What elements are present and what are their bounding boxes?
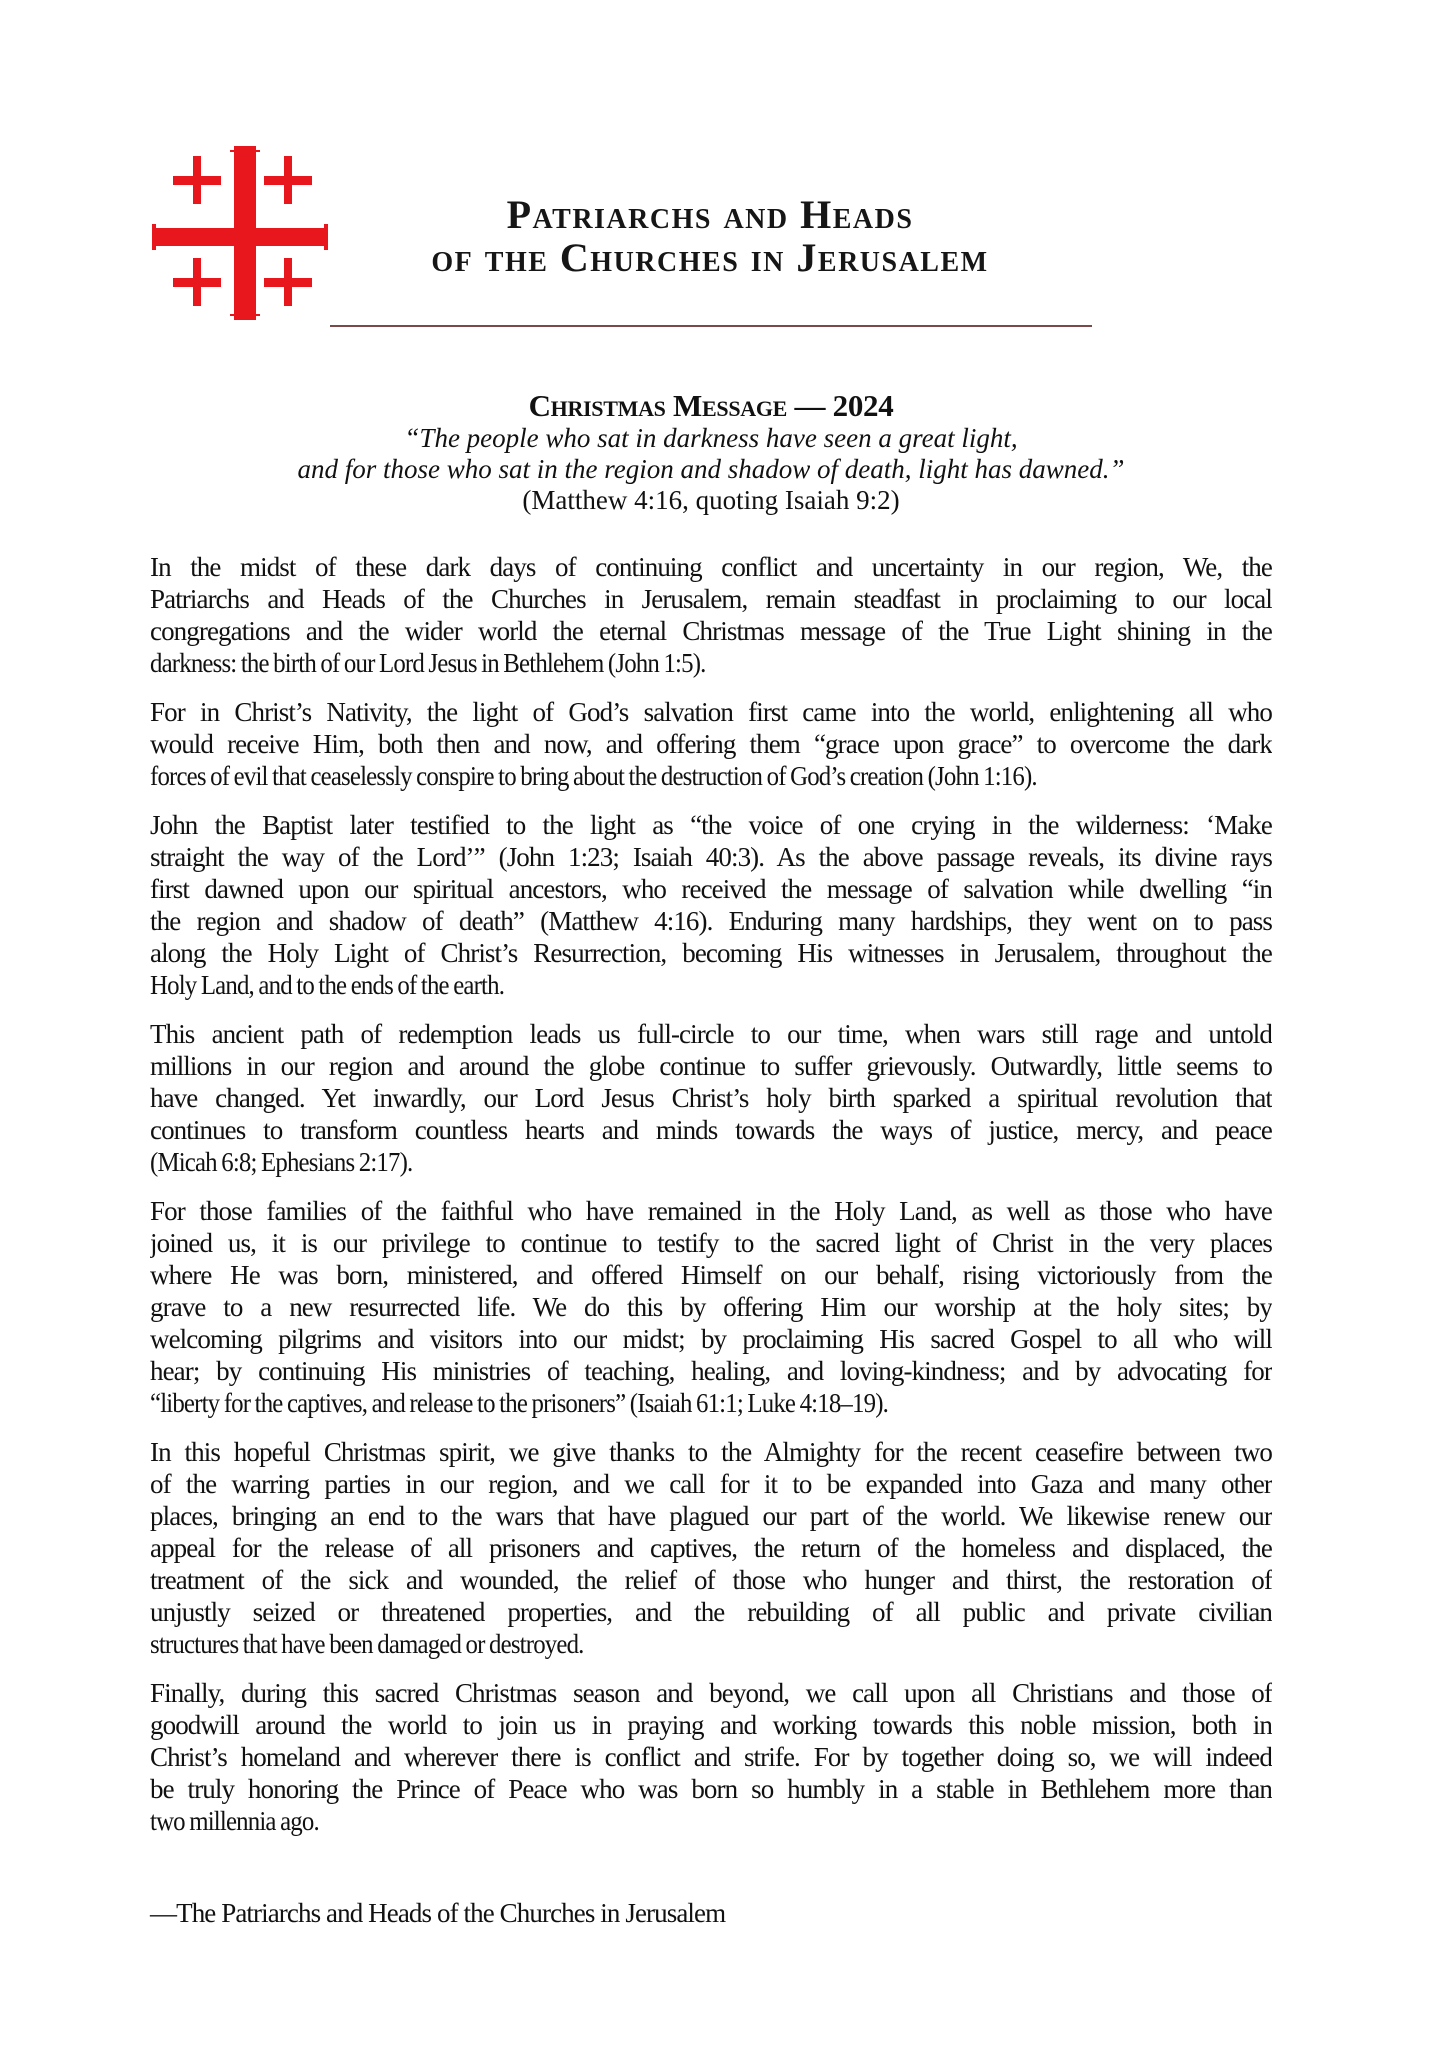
paragraph	[150, 1436, 1272, 1665]
paragraph-line: In this hopeful Christmas spirit, we give thanks to the Almighty for the recent ceasefire between two	[150, 1437, 1272, 1467]
paragraph	[150, 1018, 1272, 1183]
message-body	[150, 551, 1272, 1854]
paragraph-line: unjustly seized or threatened properties, and the rebuilding of all public and private civilian	[150, 1597, 1272, 1627]
paragraph-line: Holy Land, and to the ends of the earth.	[150, 970, 505, 1000]
paragraph-line: places, bringing an end to the wars that have plagued our part of the world. We likewise renew our	[150, 1501, 1272, 1531]
paragraph-line: For in Christ’s Nativity, the light of God’s salvation first came into the world, enlightening all who	[150, 697, 1272, 727]
paragraph-line: treatment of the sick and wounded, the relief of those who hunger and thirst, the restoration of	[150, 1565, 1272, 1595]
paragraph-line: congregations and the wider world the eternal Christmas message of the True Light shining in the	[150, 616, 1272, 646]
paragraph-line: This ancient path of redemption leads us full-circle to our time, when wars still rage and untold	[150, 1019, 1272, 1049]
masthead-line-1: Patriarchs and Heads	[506, 192, 914, 237]
paragraph	[150, 809, 1272, 1006]
paragraph	[150, 696, 1272, 797]
paragraph-line: darkness: the birth of our Lord Jesus in Bethlehem (John 1:5).	[150, 648, 706, 678]
signature: —The Patriarchs and Heads of the Churches in Jerusalem	[150, 1898, 726, 1928]
paragraph	[150, 1195, 1272, 1424]
paragraph-line: along the Holy Light of Christ’s Resurrection, becoming His witnesses in Jerusalem, throughout the	[150, 938, 1272, 968]
paragraph-line: millions in our region and around the globe continue to suffer grievously. Outwardly, little seems to	[150, 1051, 1272, 1081]
paragraph-line: In the midst of these dark days of continuing conflict and uncertainty in our region, We, the	[150, 552, 1272, 582]
paragraph-line: For those families of the faithful who have remained in the Holy Land, as well as those who have	[150, 1196, 1272, 1226]
epigraph-line-1: “The people who sat in darkness have seen a great light,	[404, 423, 1018, 453]
paragraph-line: straight the way of the Lord’” (John 1:23; Isaiah 40:3). As the above passage reveals, its divine rays	[150, 842, 1272, 872]
paragraph	[150, 1677, 1272, 1842]
paragraph-line: would receive Him, both then and now, and offering them “grace upon grace” to overcome the dark	[150, 729, 1272, 759]
paragraph-line: forces of evil that ceaselessly conspire to bring about the destruction of God’s creation (John 1:16).	[150, 761, 1037, 791]
paragraph-line: the region and shadow of death” (Matthew 4:16). Enduring many hardships, they went on to pass	[150, 906, 1272, 936]
paragraph-line: structures that have been damaged or destroyed.	[150, 1629, 584, 1659]
paragraph-line: Patriarchs and Heads of the Churches in Jerusalem, remain steadfast in proclaiming to our local	[150, 584, 1272, 614]
paragraph-line: Finally, during this sacred Christmas season and beyond, we call upon all Christians and those of	[150, 1678, 1272, 1708]
paragraph-line: grave to a new resurrected life. We do this by offering Him our worship at the holy sites; by	[150, 1292, 1272, 1322]
paragraph-line: (Micah 6:8; Ephesians 2:17).	[150, 1147, 413, 1177]
paragraph-line: appeal for the release of all prisoners and captives, the return of the homeless and displaced, the	[150, 1533, 1272, 1563]
paragraph-line: continues to transform countless hearts and minds towards the ways of justice, mercy, and peace	[150, 1115, 1272, 1145]
paragraph-line: joined us, it is our privilege to continue to testify to the sacred light of Christ in the very places	[150, 1228, 1272, 1258]
paragraph-line: goodwill around the world to join us in praying and working towards this noble mission, both in	[150, 1710, 1272, 1740]
paragraph	[150, 551, 1272, 684]
message-title: Christmas Message — 2024	[528, 388, 894, 423]
paragraph-line: welcoming pilgrims and visitors into our midst; by proclaiming His sacred Gospel to all who will	[150, 1324, 1272, 1354]
epigraph-citation: (Matthew 4:16, quoting Isaiah 9:2)	[522, 485, 900, 515]
masthead-line-2: of the Churches in Jerusalem	[431, 235, 989, 280]
paragraph-line: first dawned upon our spiritual ancestors, who received the message of salvation while dwelling “in	[150, 874, 1272, 904]
paragraph-line: “liberty for the captives, and release to the prisoners” (Isaiah 61:1; Luke 4:18–19).	[150, 1388, 889, 1418]
paragraph-line: where He was born, ministered, and offered Himself on our behalf, rising victoriously from the	[150, 1260, 1272, 1290]
epigraph-line-2: and for those who sat in the region and shadow of death, light has dawned.”	[297, 454, 1125, 484]
paragraph-line: have changed. Yet inwardly, our Lord Jesus Christ’s holy birth sparked a spiritual revolution that	[150, 1083, 1272, 1113]
header-divider	[330, 325, 1092, 327]
paragraph-line: hear; by continuing His ministries of teaching, healing, and loving-kindness; and by advocating for	[150, 1356, 1272, 1386]
paragraph-line: two millennia ago.	[150, 1806, 319, 1836]
paragraph-line: John the Baptist later testified to the light as “the voice of one crying in the wilderness: ‘Make	[150, 810, 1272, 840]
paragraph-line: Christ’s homeland and wherever there is conflict and strife. For by together doing so, we will indeed	[150, 1742, 1272, 1772]
paragraph-line: be truly honoring the Prince of Peace who was born so humbly in a stable in Bethlehem more than	[150, 1774, 1272, 1804]
paragraph-line: of the warring parties in our region, and we call for it to be expanded into Gaza and many other	[150, 1469, 1272, 1499]
